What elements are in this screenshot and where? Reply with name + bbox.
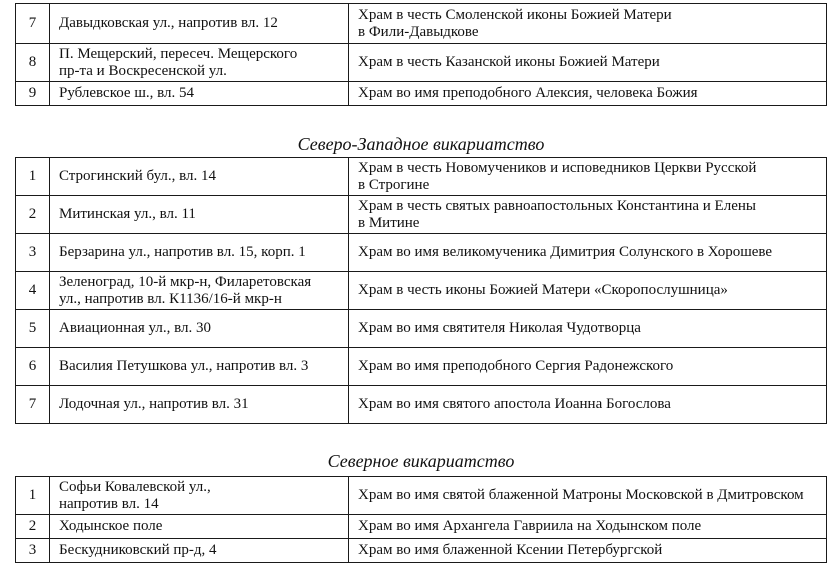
- church-cell: Храм в честь Новомучеников и исповедников Церкви Русской в Строгине: [349, 158, 827, 196]
- address-cell: П. Мещерский, пересеч. Мещерского пр-та и Воскресенской ул.: [50, 44, 349, 82]
- row-number: 3: [16, 234, 50, 272]
- table-row: [16, 82, 827, 106]
- table-row: [16, 310, 827, 348]
- table-row: [16, 477, 827, 515]
- table-row: [16, 272, 827, 310]
- church-cell: Храм во имя блаженной Ксении Петербургской: [349, 539, 827, 563]
- row-number: 8: [16, 44, 50, 82]
- church-cell: Храм во имя святого апостола Иоанна Богослова: [349, 386, 827, 424]
- churches-table-north: [15, 476, 827, 563]
- row-number: 4: [16, 272, 50, 310]
- table-row: [16, 158, 827, 196]
- church-cell: Храм во имя Архангела Гавриила на Ходынском поле: [349, 515, 827, 539]
- address-cell: Авиационная ул., вл. 30: [50, 310, 349, 348]
- row-number: 3: [16, 539, 50, 563]
- churches-table-continued: [15, 3, 827, 106]
- table-row: [16, 196, 827, 234]
- table-row: [16, 539, 827, 563]
- address-cell: Рублевское ш., вл. 54: [50, 82, 349, 106]
- address-cell: Зеленоград, 10-й мкр-н, Филаретовская ул., напротив вл. К1136/16-й мкр-н: [50, 272, 349, 310]
- address-cell: Василия Петушкова ул., напротив вл. 3: [50, 348, 349, 386]
- table-row: [16, 515, 827, 539]
- row-number: 7: [16, 4, 50, 44]
- church-cell: Храм во имя великомученика Димитрия Солунского в Хорошеве: [349, 234, 827, 272]
- row-number: 9: [16, 82, 50, 106]
- church-cell: Храм в честь Смоленской иконы Божией Матери в Фили-Давыдкове: [349, 4, 827, 44]
- church-cell: Храм в честь святых равноапостольных Константина и Елены в Митине: [349, 196, 827, 234]
- church-cell: Храм во имя святой блаженной Матроны Московской в Дмитровском: [349, 477, 827, 515]
- table-row: [16, 386, 827, 424]
- table-row: [16, 44, 827, 82]
- row-number: 2: [16, 515, 50, 539]
- address-cell: Софьи Ковалевской ул., напротив вл. 14: [50, 477, 349, 515]
- address-cell: Ходынское поле: [50, 515, 349, 539]
- row-number: 6: [16, 348, 50, 386]
- row-number: 2: [16, 196, 50, 234]
- row-number: 5: [16, 310, 50, 348]
- address-cell: Бескудниковский пр-д, 4: [50, 539, 349, 563]
- row-number: 1: [16, 477, 50, 515]
- church-cell: Храм в честь Казанской иконы Божией Матери: [349, 44, 827, 82]
- address-cell: Лодочная ул., напротив вл. 31: [50, 386, 349, 424]
- row-number: 7: [16, 386, 50, 424]
- section-heading-north: Северное викариатство: [327, 451, 515, 471]
- address-cell: Митинская ул., вл. 11: [50, 196, 349, 234]
- church-cell: Храм во имя преподобного Сергия Радонежского: [349, 348, 827, 386]
- section-heading-northwest: Северо-Западное викариатство: [297, 134, 545, 154]
- churches-table-northwest: [15, 157, 827, 424]
- address-cell: Строгинский бул., вл. 14: [50, 158, 349, 196]
- table-row: [16, 4, 827, 44]
- church-cell: Храм в честь иконы Божией Матери «Скоропослушница»: [349, 272, 827, 310]
- address-cell: Давыдковская ул., напротив вл. 12: [50, 4, 349, 44]
- church-cell: Храм во имя преподобного Алексия, человека Божия: [349, 82, 827, 106]
- address-cell: Берзарина ул., напротив вл. 15, корп. 1: [50, 234, 349, 272]
- church-cell: Храм во имя святителя Николая Чудотворца: [349, 310, 827, 348]
- row-number: 1: [16, 158, 50, 196]
- table-row: [16, 234, 827, 272]
- table-row: [16, 348, 827, 386]
